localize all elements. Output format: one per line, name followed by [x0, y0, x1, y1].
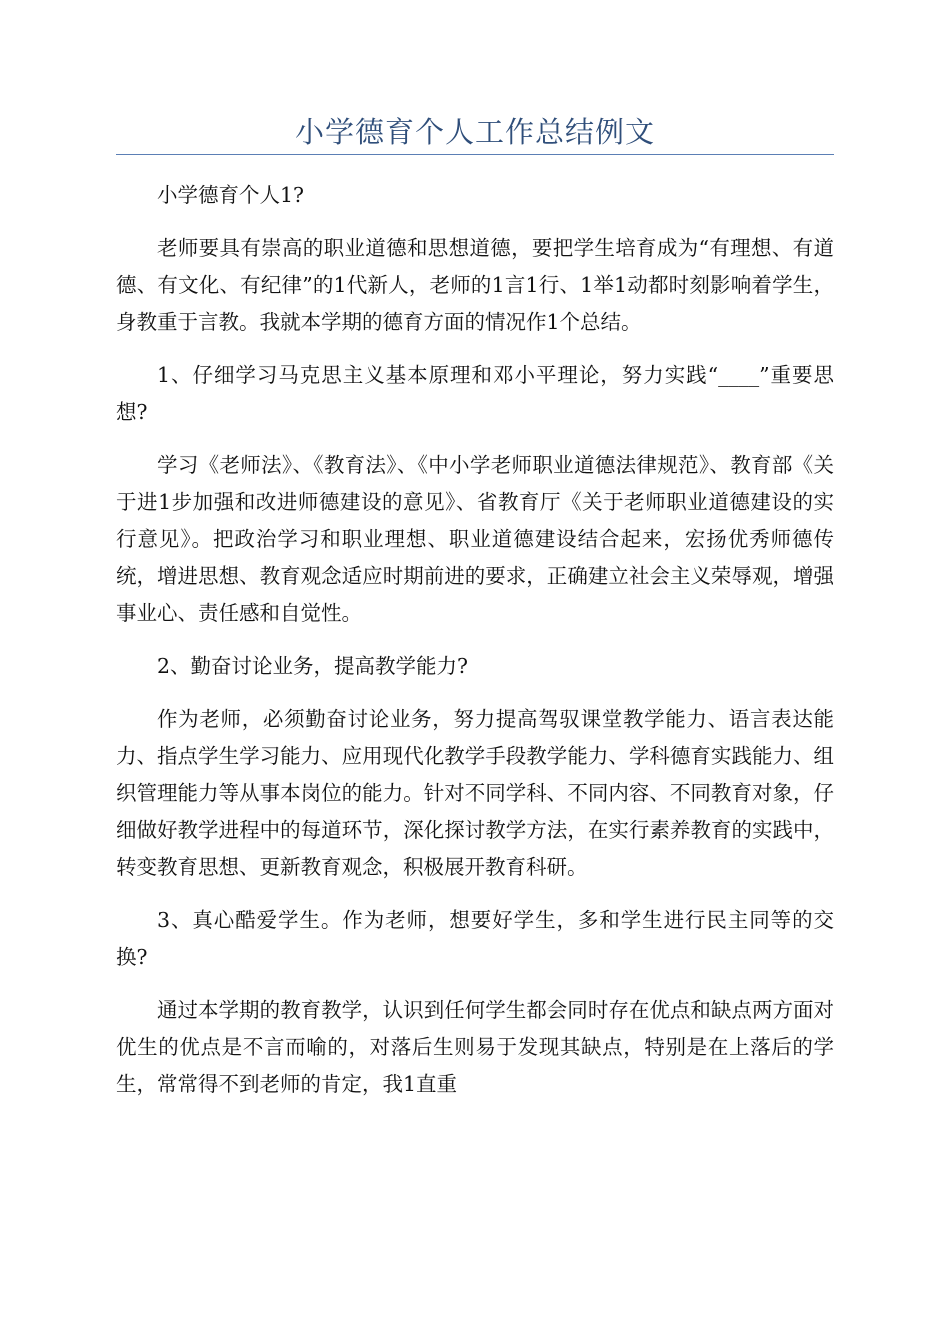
document-body	[116, 177, 834, 1103]
document-title: 小学德育个人工作总结例文	[294, 115, 655, 149]
title-underline	[116, 154, 834, 155]
document-page	[116, 0, 834, 1119]
paragraph-3: 1、仔细学习马克思主义基本原理和邓小平理论，努力实践“____”重要思想?	[116, 363, 834, 424]
paragraph-7: 3、真心酷爱学生。作为老师，想要好学生，多和学生进行民主同等的交换?	[116, 908, 834, 969]
paragraph-4: 学习《老师法》、《教育法》、《中小学老师职业道德法律规范》、教育部《关于进1步加强和改进师德建设的意见》、省教育厅《关于老师职业道德建设的实行意见》。把政治学习和职业理想、职业道德建设结合起来，宏扬优秀师德传统，增进思想、教育观念适应时期前进的要求，正确建立社会主义荣辱观，增强事业心、责任感和自觉性。	[116, 453, 834, 625]
paragraph-6: 作为老师，必须勤奋讨论业务，努力提高驾驭课堂教学能力、语言表达能力、指点学生学习能力、应用现代化教学手段教学能力、学科德育实践能力、组织管理能力等从事本岗位的能力。针对不同学科、不同内容、不同教育对象，仔细做好教学进程中的每道环节，深化探讨教学方法，在实行素养教育的实践中，转变教育思想、更新教育观念，积极展开教育科研。	[116, 707, 834, 879]
paragraph-2: 老师要具有崇高的职业道德和思想道德，要把学生培育成为“有理想、有道德、有文化、有纪律”的1代新人，老师的1言1行、1举1动都时刻影响着学生，身教重于言教。我就本学期的德育方面的情况作1个总结。	[116, 236, 834, 334]
paragraph-1: 小学德育个人1?	[157, 183, 305, 207]
paragraph-8: 通过本学期的教育教学，认识到任何学生都会同时存在优点和缺点两方面对优生的优点是不言而喻的，对落后生则易于发现其缺点，特别是在上落后的学生，常常得不到老师的肯定，我1直重	[116, 998, 834, 1096]
paragraph-5: 2、勤奋讨论业务，提高教学能力?	[157, 654, 469, 678]
